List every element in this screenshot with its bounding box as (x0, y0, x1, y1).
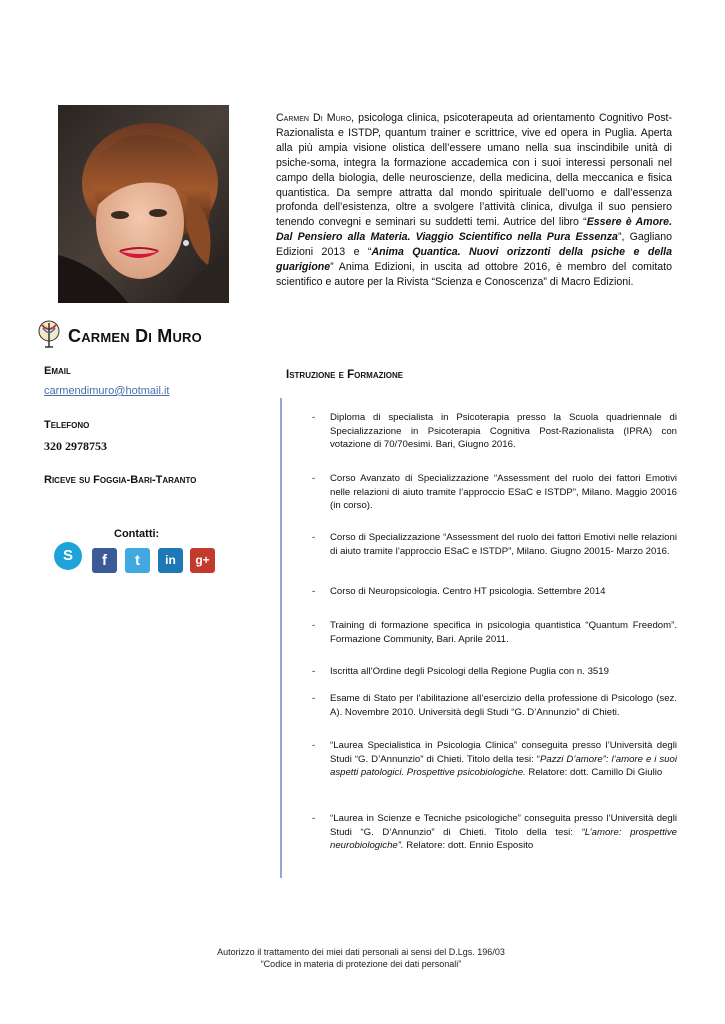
intro-paragraph (276, 111, 672, 290)
intro-text-2: ”, Gagliano Edizioni 2013 e “ (276, 231, 672, 259)
bullet-dash: - (312, 740, 316, 751)
facebook-icon[interactable]: f (92, 548, 117, 573)
divider-line (280, 398, 282, 878)
education-item (312, 531, 677, 558)
privacy-line-2: “Codice in materia di protezione dei dati personali” (260, 959, 462, 969)
skype-icon[interactable]: S (54, 542, 82, 570)
email-link[interactable]: carmendimuro@hotmail.it (44, 385, 170, 397)
bullet-dash: - (312, 620, 316, 631)
google-plus-icon[interactable]: g+ (190, 548, 215, 573)
education-item-text: Corso Avanzato di Specializzazione “Assessment del ruolo dei fattori Emotivi nelle relazioni di aiuto tramite l’approccio ESaC e ISTDP”, Milano. Maggio 20016 (in corso). (330, 473, 677, 512)
bullet-dash: - (312, 666, 316, 677)
education-item (312, 692, 677, 719)
education-item-text: Esame di Stato per l’abilitazione all’esercizio della professione di Psicologo (sez. A). Novembre 2010. Università degli Studi “G. D’Annunzio” di Chieti. (330, 693, 677, 718)
email-label: Email (44, 365, 71, 377)
education-item (312, 472, 677, 513)
education-item (312, 585, 677, 599)
bullet-dash: - (312, 693, 316, 704)
bullet-dash: - (312, 473, 316, 484)
education-item (312, 411, 677, 452)
bullet-dash: - (312, 813, 316, 824)
phone-label: Telefono (44, 419, 90, 431)
book-title-1: Essere è Amore. Dal Pensiero alla Materia. Viaggio Scientifico nella Pura Essenza (276, 216, 673, 244)
profile-name: Carmen Di Muro (68, 326, 202, 346)
intro-text-1: , psicologa clinica, psicoterapeuta ad orientamento Cognitivo Post-Razionalista e ISTDP, quantum trainer e scrittrice, vive ed opera in Puglia. Aperta alla più ampia visione olistica dell’essere umano nella sua inscindibile unità di psiche-soma, integra la formazione accademica con i suoi interessi personali nel campo della biologia, delle neuroscienze, della medicina, della meccanica e fisica quantistica. Da sempre attratta dal mondo spirituale dell’uomo e dall’essenza profonda dell’esistenza, oltre a svolgere l’attività clinica, divulga il suo pensiero tenendo convegni e seminari su suddetti temi. Autrice del libro “ (276, 112, 672, 229)
education-item-text: Training di formazione specifica in psicologia quantistica “Quantum Freedom”. Formazione Community, Bari. Aprile 2011. (330, 620, 677, 645)
book-title-2: Anima Quantica. Nuovi orizzonti della psiche e della guarigione (276, 246, 672, 274)
bullet-dash: - (312, 532, 316, 543)
education-item (312, 739, 677, 780)
psi-logo-icon (34, 317, 64, 351)
linkedin-icon[interactable]: in (158, 548, 183, 573)
education-item (312, 619, 677, 646)
education-item-text: Corso di Specializzazione “Assessment del ruolo dei fattori Emotivi nelle relazioni di aiuto tramite l’approccio ESaC e ISTDP”, Milano. Giugno 20015- Marzo 2016. (330, 532, 677, 557)
education-item (312, 812, 677, 853)
profile-photo (58, 105, 229, 303)
intro-text-3: ” Anima Edizioni, in uscita ad ottobre 2016, è membro del comitato scientifico e autore per la Rivista “Scienza e Conoscenza” di Macro Edizioni. (276, 261, 672, 288)
education-item-text: “Laurea in Scienze e Tecniche psicologiche” conseguita presso l’Università degli Studi “G. D’Annunzio” di Chieti. Titolo della tesi: “L’amore: prospettive neurobiologiche”. Relatore: dott. Ennio Esposito (330, 813, 677, 852)
intro-name: Carmen Di Muro (276, 112, 352, 124)
education-item (312, 665, 677, 679)
contacts-label: Contatti: (114, 528, 160, 540)
education-item-text: Iscritta all’Ordine degli Psicologi della Regione Puglia con n. 3519 (330, 666, 609, 677)
twitter-icon[interactable]: t (125, 548, 150, 573)
education-item-text: Corso di Neuropsicologia. Centro HT psicologia. Settembre 2014 (330, 586, 606, 597)
bullet-dash: - (312, 586, 316, 597)
education-item-text: “Laurea Specialistica in Psicologia Clinica” conseguita presso l’Università degli Studi “G. D’Annunzio” di Chieti. Titolo della tesi: “Pazzi D’amore”: l’amore e i suoi aspetti patologici. Prospettive psicobiologiche. Relatore: dott. Camillo Di Giulio (330, 740, 677, 779)
bullet-dash: - (312, 412, 316, 423)
education-item-text: Diploma di specialista in Psicoterapia presso la Scuola quadriennale di Specializzazione in Psicoterapia Cognitiva Post-Razionalista (IPRA) con votazione di 70/70esimi. Bari, Giugno 2016. (330, 412, 677, 451)
social-links (54, 540, 224, 578)
location-text: Riceve su Foggia-Bari-Taranto (44, 474, 197, 486)
phone-number: 320 2978753 (44, 439, 107, 453)
education-title: Istruzione e Formazione (286, 369, 404, 381)
privacy-line-1: Autorizzo il trattamento dei miei dati personali ai sensi del D.Lgs. 196/03 (217, 947, 505, 957)
